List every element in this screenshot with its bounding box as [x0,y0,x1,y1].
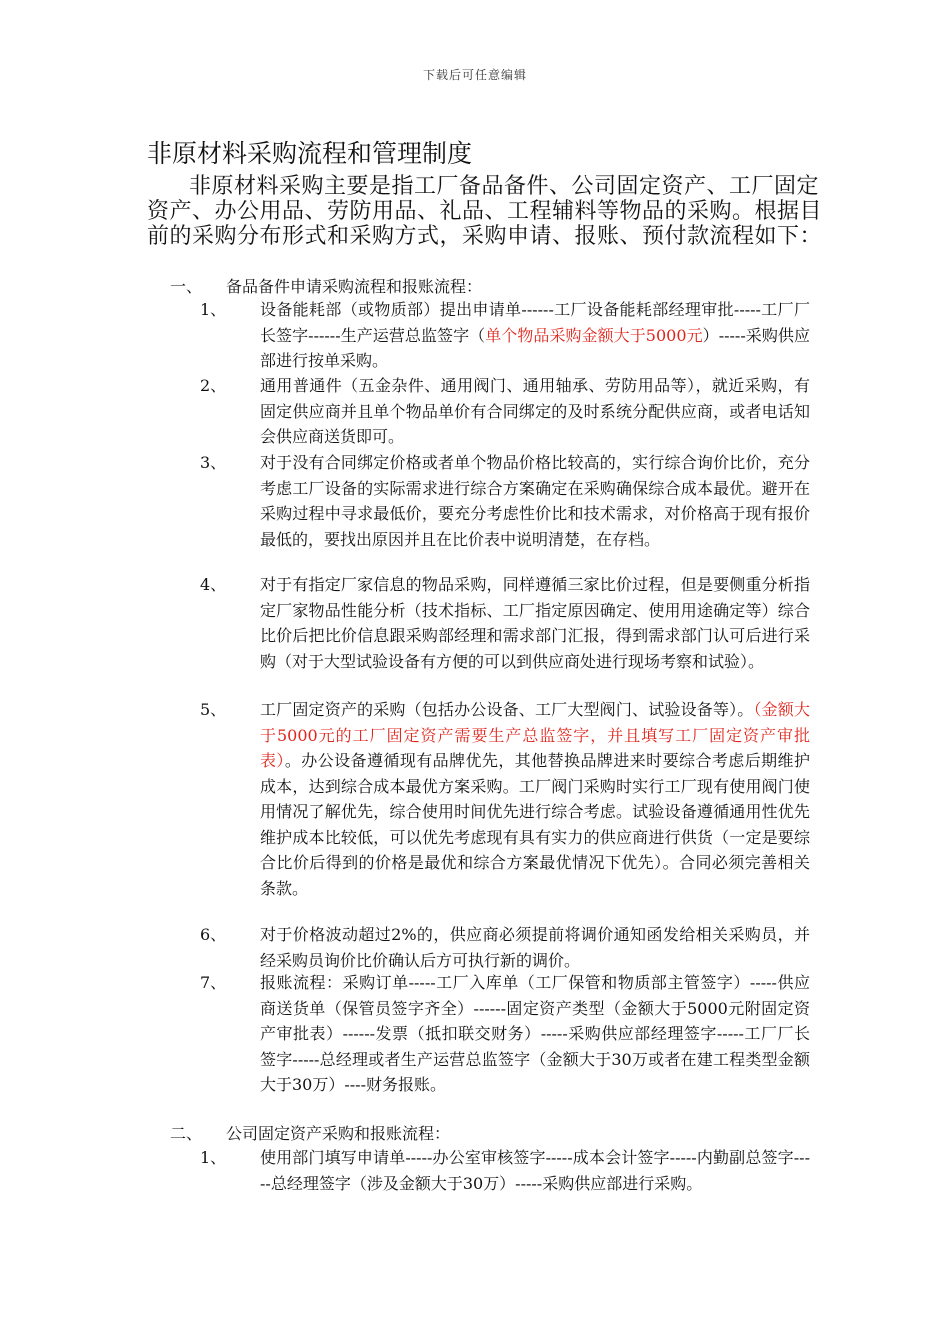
item-text: 对于没有合同绑定价格或者单个物品价格比较高的，实行综合询价比价，充分考虑工厂设备的实际需求进行综合方案确定在采购确保综合成本最优。避开在采购过程中寻求最低价，要充分考虑性价比和技术需求，对价格高于现有报价最低的，要找出原因并且在比价表中说明清楚，在存档。 [260,453,810,549]
section-heading-text: 公司固定资产采购和报账流程： [226,1124,451,1143]
item-number: 3、 [200,453,227,472]
document-title: 非原材料采购流程和管理制度 [147,139,473,168]
item-text: 使用部门填写申请单-----办公室审核签字-----成本会计签字-----内勤副总签字-----总经理签字（涉及金额大于30万）-----采购供应部进行采购。 [260,1148,810,1193]
item-number: 5、 [200,700,227,719]
list-item [200,373,812,450]
section-number: 二、 [170,1124,203,1143]
item-text: 对于有指定厂家信息的物品采购，同样遵循三家比价过程，但是要侧重分析指定厂家物品性能分析（技术指标、工厂指定原因确定、使用用途确定等）综合比价后把比价信息跟采购部经理和需求部门汇报，得到需求部门认可后进行采购（对于大型试验设备有方便的可以到供应商处进行现场考察和试验）。 [260,575,810,671]
item-text [260,697,810,901]
item-number: 2、 [200,376,227,395]
item-number: 4、 [200,575,227,594]
section-number: 一、 [170,277,203,296]
item-text-part: 设备能耗部（或物质部）提出申请单------工厂设备能耗部经理审批-----工厂厂长签字------生产运营总监签字（ [260,300,810,345]
item-text [260,297,810,374]
section-heading [170,275,482,299]
item-number: 1、 [200,1148,227,1167]
item-text-part: ）-----采购供应部进行按单采购。 [260,325,810,370]
item-text: 通用普通件（五金杂件、通用阀门、通用轴承、劳防用品等），就近采购，有固定供应商并且单个物品单价有合同绑定的及时系统分配供应商，或者电话知会供应商送货即可。 [260,376,810,446]
item-text-part: 。办公设备遵循现有品牌优先，其他替换品牌进来时要综合考虑后期维护成本，达到综合成本最优方案采购。工厂阀门采购时实行工厂现有使用阀门使用情况了解优先，综合使用时间优先进行综合考虑。试验设备遵循通用性优先维护成本比较低，可以优先考虑现有具有实力的供应商进行供货（一定是要综合比价后得到的价格是最优和综合方案最优情况下优先）。合同必须完善相关条款。 [260,751,810,898]
list-item [200,450,812,552]
page-header: 下载后可任意编辑 [422,68,527,82]
list-item [200,970,812,1098]
list-item [200,297,812,374]
item-number: 7、 [200,973,227,992]
item-text-part: 工厂固定资产的采购（包括办公设备、工厂大型阀门、试验设备等）。 [260,700,754,719]
highlight-text: 单个物品采购金额大于5000元 [485,325,703,345]
highlight-text: （金额大于5000元的工厂固定资产需要生产总监签字，并且填写工厂固定资产审批表） [260,700,810,770]
item-text: 对于价格波动超过2%的，供应商必须提前将调价通知函发给相关采购员，并经采购员询价比价确认后方可执行新的调价。 [260,925,810,970]
item-number: 6、 [200,925,227,944]
list-item [200,1145,812,1196]
list-item [200,697,812,901]
section-heading-text: 备品备件申请采购流程和报账流程： [226,277,483,296]
item-number: 1、 [200,300,227,319]
list-item [200,922,812,973]
list-item [200,572,812,674]
intro-paragraph: 非原材料采购主要是指工厂备品备件、公司固定资产、工厂固定资产、办公用品、劳防用品、礼品、工程辅料等物品的采购。根据目前的采购分布形式和采购方式，采购申请、报账、预付款流程如下： [147,174,823,249]
section-heading [170,1122,450,1146]
item-text: 报账流程：采购订单-----工厂入库单（工厂保管和物质部主管签字）-----供应商送货单（保管员签字齐全）------固定资产类型（金额大于5000元附固定资产审批表）------发票（抵扣联交财务）-----采购供应部经理签字-----工厂厂长签字-----总经理或者生产运营总监签字（金额大于30万或者在建工程类型金额大于30万）----财务报账。 [260,973,810,1094]
